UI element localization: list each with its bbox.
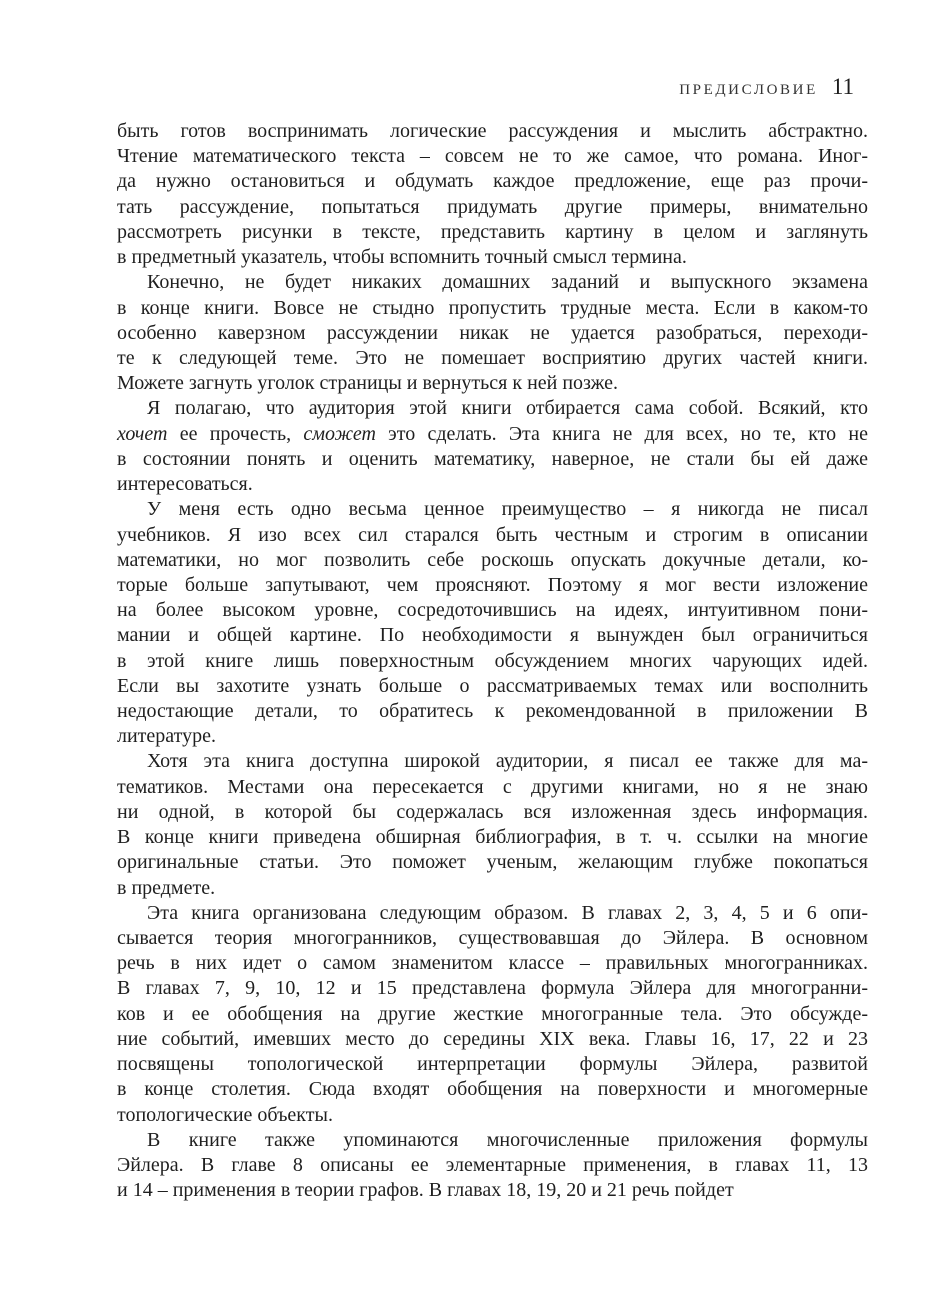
text-line: посвящены топологической интерпретации формулы Эйлера, развитой [117,1053,868,1076]
text-line: особенно каверзном рассуждении никак не удается разобраться, переходи- [117,321,868,344]
paragraph [117,497,868,749]
text-line: учебников. Я изо всех сил старался быть честным и строгим в описании [117,523,868,546]
text-line: и 14 – применения в теории графов. В главах 18, 19, 20 и 21 речь пойдет [117,1179,734,1202]
text-line: В книге также упоминаются многочисленные приложения формулы [147,1128,868,1151]
page-number: 11 [831,74,854,99]
text-line: на более высоком уровне, сосредоточившись на идеях, интуитивном пони- [117,599,868,622]
text-line: Конечно, не будет никаких домашних заданий и выпускного экзамена [147,271,868,294]
text-line: Эйлера. В главе 8 описаны ее элементарные применения, в главах 11, 13 [117,1153,868,1176]
text-line: математики, но мог позволить себе роскошь опускать докучные детали, ко- [117,548,868,571]
text-line: тать рассуждение, попытаться придумать другие примеры, внимательно [117,195,868,218]
paragraph [117,119,868,270]
text-line: Хотя эта книга доступна широкой аудитории, я писал ее также для ма- [147,750,868,773]
text-line: литературе. [117,725,217,748]
text-line: сывается теория многогранников, существовавшая до Эйлера. В основном [117,927,868,949]
text-line: Можете загнуть уголок страницы и вернуться к ней позже. [117,372,619,395]
text-line: мании и общей картине. По необходимости я вынужден был ограничиться [117,624,868,647]
text-line: в конце столетия. Сюда входят обобщения на поверхности и многомерные [117,1078,868,1101]
text-line: оригинальные статьи. Это поможет ученым, желающим глубже покопаться [117,851,868,874]
text-line: речь в них идет о самом знаменитом классе – правильных многогранниках. [117,952,868,975]
text-line: ни одной, в которой бы содержалась вся изложенная здесь информация. [117,800,868,823]
text-line: торые больше запутывают, чем проясняют. Поэтому я мог вести изложение [117,573,868,596]
text-line: Я полагаю, что аудитория этой книги отбирается сама собой. Всякий, кто [147,397,868,420]
text-line: быть готов воспринимать логические рассуждения и мыслить абстрактно. [117,120,868,142]
text-line: недостающие детали, то обратитесь к рекомендованной в приложении В [117,700,868,723]
text-line: в этой книге лишь поверхностным обсуждением многих чарующих идей. [117,649,868,672]
paragraph [117,749,868,900]
text-line: ков и ее обобщения на другие жесткие многогранные тела. Это обсужде- [117,1002,868,1025]
text-block [117,119,868,1203]
text-line: те к следующей теме. Это не помешает восприятию других частей книги. [117,346,868,369]
text-line: Чтение математического текста – совсем не то же самое, что романа. Иног- [117,145,868,168]
text-line: У меня есть одно весьма ценное преимущество – я никогда не писал [147,498,868,521]
running-title: ПРЕДИСЛОВИЕ [679,82,818,98]
text-line: рассмотреть рисунки в тексте, представить картину в целом и заглянуть [117,220,868,243]
text-line: да нужно остановиться и обдумать каждое предложение, еще раз прочи- [117,170,868,193]
text-line: хочет ее прочесть, сможет это сделать. Эта книга не для всех, но те, кто не [117,422,868,445]
text-line: В конце книги приведена обширная библиография, в т. ч. ссылки на многие [117,826,868,849]
paragraph [117,901,868,1128]
paragraph [117,396,868,497]
text-line: В главах 7, 9, 10, 12 и 15 представлена формула Эйлера для многогранни- [117,977,868,1000]
text-line: в предметный указатель, чтобы вспомнить точный смысл термина. [117,246,687,269]
text-line: ние событий, имевших место до середины XIX века. Главы 16, 17, 22 и 23 [117,1027,868,1050]
text-line: топологические объекты. [117,1103,333,1126]
text-line: тематиков. Местами она пересекается с другими книгами, но я не знаю [117,775,868,798]
text-line: Если вы захотите узнать больше о рассматриваемых темах или восполнить [117,674,868,697]
text-line: в конце книги. Вовсе не стыдно пропустить трудные места. Если в каком-то [117,296,868,319]
text-line: в предмете. [117,876,216,899]
text-line: в состоянии понять и оценить математику, наверное, не стали бы ей даже [117,447,868,470]
running-header [117,74,854,100]
text-line: интересоваться. [117,473,253,496]
paragraph [117,270,868,396]
text-line: Эта книга организована следующим образом. В главах 2, 3, 4, 5 и 6 опи- [147,901,868,924]
paragraph [117,1128,868,1204]
